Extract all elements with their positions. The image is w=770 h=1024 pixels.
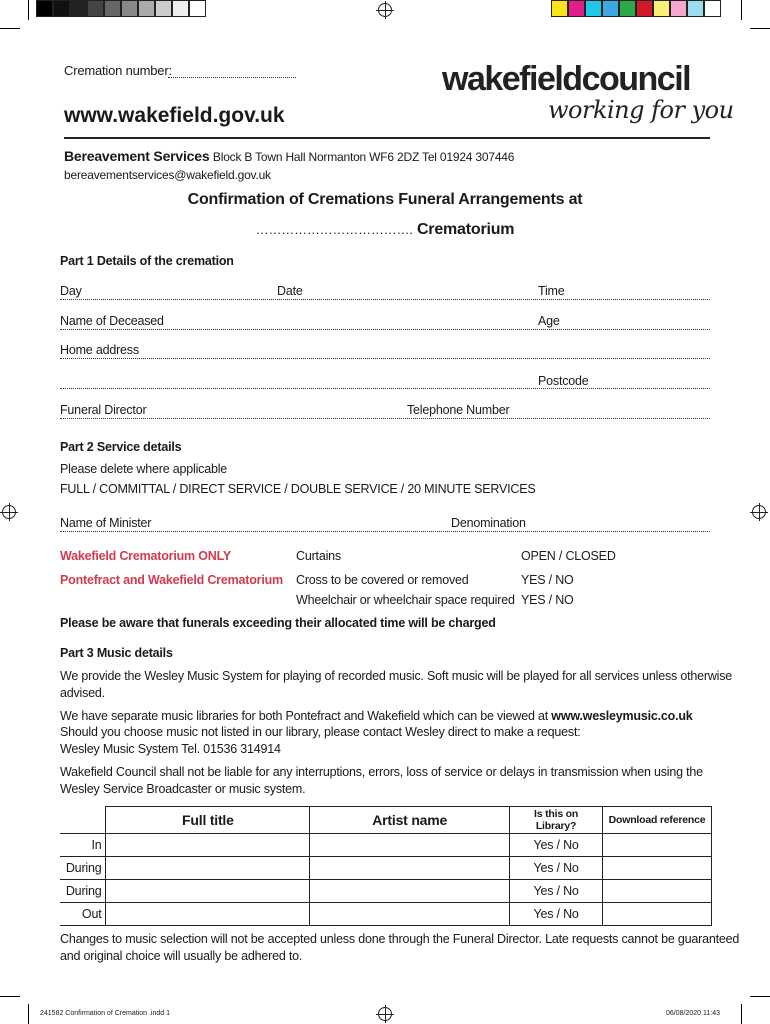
download-reference-cell[interactable] xyxy=(603,880,712,903)
color-swatch xyxy=(87,0,104,17)
crop-mark xyxy=(741,0,742,20)
registration-mark-right xyxy=(752,505,766,519)
service-name: Bereavement Services xyxy=(64,148,210,164)
delete-note: Please delete where applicable xyxy=(60,462,228,476)
col-artist-name: Artist name xyxy=(310,807,510,834)
crop-mark xyxy=(28,0,29,20)
music-table-header xyxy=(60,807,712,834)
color-swatch xyxy=(70,0,87,17)
home-address-field-2[interactable] xyxy=(60,388,710,389)
cremation-number-label: Cremation number: xyxy=(64,63,172,78)
color-swatch xyxy=(104,0,121,17)
full-title-cell[interactable] xyxy=(106,880,310,903)
header-rule xyxy=(64,137,710,139)
council-logo: wakefieldcouncil xyxy=(442,60,691,98)
service-options[interactable]: FULL / COMMITTAL / DIRECT SERVICE / DOUBLE SERVICE / 20 MINUTE SERVICES xyxy=(60,482,536,496)
wakefield-only-label: Wakefield Crematorium ONLY xyxy=(60,549,232,563)
music-paragraph-2 xyxy=(60,709,693,723)
print-slug-timestamp: 06/08/2020 11:43 xyxy=(666,1010,720,1017)
color-swatch xyxy=(172,0,189,17)
funeral-director-label: Funeral Director xyxy=(60,403,147,417)
color-swatch xyxy=(138,0,155,17)
row-label: In xyxy=(60,834,106,857)
minister-field[interactable] xyxy=(60,531,710,532)
color-swatch xyxy=(36,0,53,17)
color-swatch xyxy=(53,0,70,17)
color-swatch xyxy=(636,0,653,17)
home-address-field[interactable] xyxy=(60,358,710,359)
color-swatch xyxy=(189,0,206,17)
age-label: Age xyxy=(538,314,560,328)
crop-mark xyxy=(741,1004,742,1024)
color-swatch xyxy=(155,0,172,17)
crop-mark xyxy=(750,28,770,29)
postcode-label: Postcode xyxy=(538,374,589,388)
color-swatch xyxy=(687,0,704,17)
col-full-title: Full title xyxy=(106,807,310,834)
wheelchair-option[interactable]: YES / NO xyxy=(521,593,574,607)
music-paragraph-1b: advised. xyxy=(60,686,105,700)
cross-label: Cross to be covered or removed xyxy=(296,573,469,587)
music-table xyxy=(60,806,712,926)
color-swatch xyxy=(670,0,687,17)
download-reference-cell[interactable] xyxy=(603,834,712,857)
artist-name-cell[interactable] xyxy=(310,880,510,903)
music-paragraph-2b: Should you choose music not listed in our library, please contact Wesley direct to make a request: xyxy=(60,725,581,739)
table-row xyxy=(60,857,712,880)
library-cell[interactable]: Yes / No xyxy=(510,857,603,880)
cremation-number-field[interactable] xyxy=(168,77,296,78)
part1-heading: Part 1 Details of the cremation xyxy=(60,254,234,268)
wheelchair-label: Wheelchair or wheelchair space required xyxy=(296,593,515,607)
music-paragraph-3: Wakefield Council shall not be liable for any interruptions, errors, loss of service or delays in transmission when using the xyxy=(60,765,703,779)
print-slug-file: 241582 Confirmation of Cremation .indd 1 xyxy=(40,1010,170,1017)
part3-heading: Part 3 Music details xyxy=(60,646,173,660)
color-swatch xyxy=(568,0,585,17)
date-label: Date xyxy=(277,284,303,298)
music-paragraph-1: We provide the Wesley Music System for playing of recorded music. Soft music will be played for all services unless otherwise xyxy=(60,669,733,683)
curtains-label: Curtains xyxy=(296,549,341,563)
home-address-label: Home address xyxy=(60,343,139,357)
wesley-music-link[interactable]: www.wesleymusic.co.uk xyxy=(551,709,693,723)
time-label: Time xyxy=(538,284,565,298)
funeral-director-field[interactable] xyxy=(60,418,710,419)
name-of-minister-label: Name of Minister xyxy=(60,516,152,530)
service-email[interactable]: bereavementservices@wakefield.gov.uk xyxy=(64,168,271,182)
library-cell[interactable]: Yes / No xyxy=(510,903,603,926)
deceased-name-field[interactable] xyxy=(60,329,710,330)
name-of-deceased-label: Name of Deceased xyxy=(60,314,164,328)
registration-mark-left xyxy=(2,505,16,519)
website-url: www.wakefield.gov.uk xyxy=(64,104,285,127)
pontefract-wakefield-label: Pontefract and Wakefield Crematorium xyxy=(60,573,283,587)
table-row xyxy=(60,903,712,926)
artist-name-cell[interactable] xyxy=(310,857,510,880)
denomination-label: Denomination xyxy=(451,516,526,530)
full-title-cell[interactable] xyxy=(106,857,310,880)
row-label: During xyxy=(60,880,106,903)
row-label: Out xyxy=(60,903,106,926)
crop-mark xyxy=(750,996,770,997)
day-date-time-field[interactable] xyxy=(60,299,710,300)
curtains-option[interactable]: OPEN / CLOSED xyxy=(521,549,616,563)
registration-mark-bottom xyxy=(378,1007,392,1021)
music-footer-note-b: and original choice will usually be adhered to. xyxy=(60,949,303,963)
color-swatch xyxy=(653,0,670,17)
library-cell[interactable]: Yes / No xyxy=(510,834,603,857)
color-swatch xyxy=(704,0,721,17)
crematorium-name-field[interactable]: ………………………………. xyxy=(255,222,413,237)
table-row xyxy=(60,880,712,903)
crop-mark xyxy=(0,28,20,29)
full-title-cell[interactable] xyxy=(106,903,310,926)
color-swatch xyxy=(585,0,602,17)
service-info xyxy=(64,148,514,164)
table-row xyxy=(60,834,712,857)
download-reference-cell[interactable] xyxy=(603,857,712,880)
library-cell[interactable]: Yes / No xyxy=(510,880,603,903)
day-label: Day xyxy=(60,284,82,298)
crop-mark xyxy=(0,996,20,997)
row-label: During xyxy=(60,857,106,880)
music-paragraph-3b: Wesley Service Broadcaster or music system. xyxy=(60,782,306,796)
music-footer-note: Changes to music selection will not be accepted unless done through the Funeral Director. Late requests cannot be guaranteed xyxy=(60,932,740,946)
part2-heading: Part 2 Service details xyxy=(60,440,182,454)
color-swatch xyxy=(602,0,619,17)
registration-mark-top xyxy=(378,3,392,17)
artist-name-cell[interactable] xyxy=(310,903,510,926)
form-title: Confirmation of Cremations Funeral Arrangements at xyxy=(187,191,583,208)
council-logo-tagline: working for you xyxy=(548,96,734,124)
download-reference-cell[interactable] xyxy=(603,903,712,926)
full-title-cell[interactable] xyxy=(106,834,310,857)
service-address: Block B Town Hall Normanton WF6 2DZ Tel 01924 307446 xyxy=(212,150,515,164)
overtime-warning: Please be aware that funerals exceeding their allocated time will be charged xyxy=(60,616,496,630)
crematorium-word: Crematorium xyxy=(416,221,515,238)
cross-option[interactable]: YES / NO xyxy=(521,573,574,587)
crop-mark xyxy=(28,1004,29,1024)
color-swatch xyxy=(619,0,636,17)
telephone-number-label: Telephone Number xyxy=(407,403,510,417)
crematorium-title-line xyxy=(0,221,770,239)
music-paragraph-2c: Wesley Music System Tel. 01536 314914 xyxy=(60,742,281,756)
col-on-library: Is this on Library? xyxy=(510,807,603,834)
music-paragraph-2-text: We have separate music libraries for both Pontefract and Wakefield which can be viewed at xyxy=(60,709,552,723)
color-swatch xyxy=(551,0,568,17)
artist-name-cell[interactable] xyxy=(310,834,510,857)
col-download-reference: Download reference xyxy=(603,807,712,834)
color-swatch xyxy=(121,0,138,17)
